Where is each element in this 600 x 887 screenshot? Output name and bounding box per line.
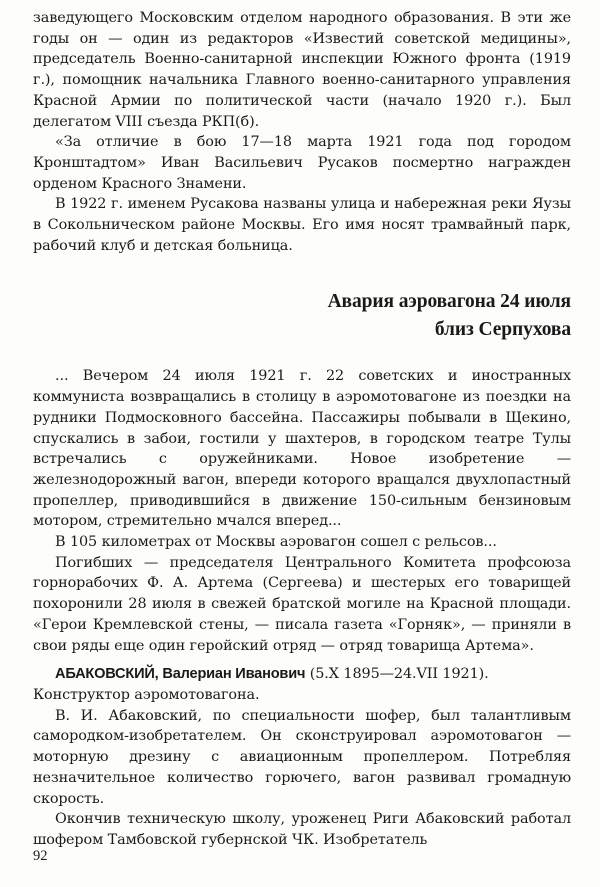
page-body xyxy=(33,8,571,851)
page-number: 92 xyxy=(33,848,48,864)
paragraph-award: «За отличие в бою 17—18 марта 1921 года под городом Кронштадтом» Иван Васильевич Русаков посмертно награжден орденом Красного Знамени. xyxy=(33,134,571,192)
section-title-line-1: Авария аэровагона 24 июля xyxy=(327,291,571,313)
paragraph-continuation: заведующего Московским отделом народного образования. В эти же годы он — один из редакторов «Известий советской медицины», председатель Военно-санитарной инспекции Южного фронта (1919 г.), помощник начальника Главного военно-санитарного управления Красной Армии по политической части (начало 1920 г.). Был делегатом VIII съезда РКП(б). xyxy=(33,10,571,130)
bio-role: Конструктор аэромотовагона. xyxy=(33,686,260,703)
paragraph-accident-story: ... Вечером 24 июля 1921 г. 22 советских и иностранных коммуниста возвращались в столицу в аэромотовагоне из поездки на рудники Подмосковного бассейна. Пассажиры побывали в Щекино, спускались в забои, гостили у шахтеров, в городском театре Тулы встречались с оружейниками. Новое изобретение — железнодорожный вагон, впереди которого вращался двухлопастный пропеллер, приводившийся в движение 150-сильным бензиновым мотором, стремительно мчался вперед... xyxy=(33,368,571,530)
bio-name: АБАКОВСКИЙ, Валериан Иванович xyxy=(55,666,306,683)
bio-paragraph-inventor: В. И. Абаковский, по специальности шофер, был талантливым самородком-изобретателем. Он сконструировал аэромотовагон — моторную дрезину с авиационным пропеллером. Потребляя незначительное количество горючего, вагон развивал громадную скорость. xyxy=(33,707,571,807)
section-title-line-2: близ Серпухова xyxy=(434,319,571,341)
paragraph-memorial: В 1922 г. именем Русакова названы улица и набережная реки Яузы в Сокольническом районе Москвы. Его имя носят трамвайный парк, рабочий клуб и детская больница. xyxy=(33,196,571,254)
spacer xyxy=(33,656,571,664)
paragraph-funeral: Погибших — председателя Центрального Комитета профсоюза горнорабочих Ф. А. Артема (Сергеева) и шестерых его товарищей похоронили 28 июля в свежей братской могиле на Красной площади. «Герои Кремлевской стены, — писала газета «Горняк», — приняли в свои ряды еще один геройский отряд — отряд товарища Артема». xyxy=(33,554,571,654)
paragraph-derailment: В 105 километрах от Москвы аэровагон сошел с рельсов... xyxy=(55,534,497,551)
section-title xyxy=(33,288,571,344)
bio-paragraph-career: Окончив техническую школу, уроженец Риги Абаковский работал шофером Тамбовской губернской ЧК. Изобретатель xyxy=(33,811,571,848)
bio-dates: (5.X 1895—24.VII 1921). xyxy=(309,666,489,683)
bio-header xyxy=(33,664,571,685)
